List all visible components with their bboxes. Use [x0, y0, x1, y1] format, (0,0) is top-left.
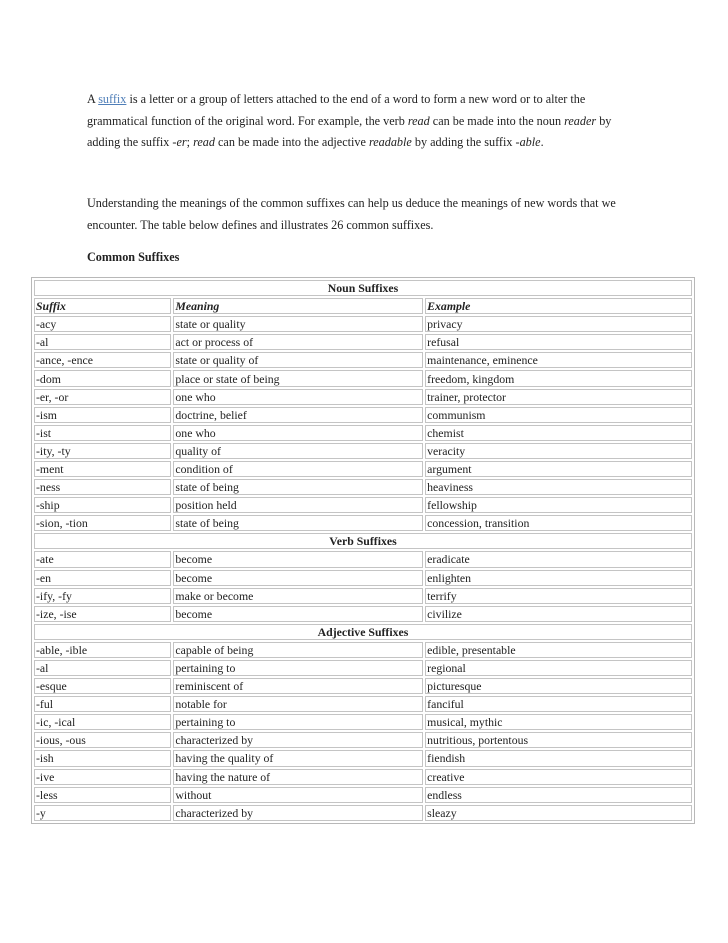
suffix-cell: -y: [34, 805, 171, 821]
suffix-cell: -less: [34, 787, 171, 803]
meaning-cell: pertaining to: [173, 660, 423, 676]
table-row: [34, 769, 692, 785]
intro-paragraph-1: [87, 89, 647, 175]
example-cell: refusal: [425, 334, 692, 350]
table-row: [34, 443, 692, 459]
example-cell: musical, mythic: [425, 714, 692, 730]
section-title: Noun Suffixes: [34, 280, 692, 296]
example-cell: maintenance, eminence: [425, 352, 692, 368]
meaning-cell: capable of being: [173, 642, 423, 658]
suffix-cell: -esque: [34, 678, 171, 694]
meaning-cell: state or quality: [173, 316, 423, 332]
table-row: [34, 370, 692, 386]
suffix-cell: -al: [34, 334, 171, 350]
meaning-cell: having the nature of: [173, 769, 423, 785]
section-title: Adjective Suffixes: [34, 624, 692, 640]
example-cell: heaviness: [425, 479, 692, 495]
suffix-cell: -ment: [34, 461, 171, 477]
suffix-table-body: [34, 280, 692, 821]
section-row: [34, 280, 692, 296]
suffix-cell: -acy: [34, 316, 171, 332]
table-heading: Common Suffixes: [87, 250, 180, 264]
meaning-cell: state of being: [173, 479, 423, 495]
example-cell: freedom, kingdom: [425, 370, 692, 386]
intro-paragraph-2: Understanding the meanings of the common suffixes can help us deduce the meanings of new words that we encounter. The table below defines and illustrates 26 common suffixes.: [87, 196, 616, 232]
table-row: [34, 732, 692, 748]
column-header-example: Example: [425, 298, 692, 314]
suffix-cell: -er, -or: [34, 389, 171, 405]
example-cell: edible, presentable: [425, 642, 692, 658]
suffix-cell: -ity, -ty: [34, 443, 171, 459]
meaning-cell: condition of: [173, 461, 423, 477]
example-cell: privacy: [425, 316, 692, 332]
table-row: [34, 660, 692, 676]
example-cell: sleazy: [425, 805, 692, 821]
meaning-cell: doctrine, belief: [173, 407, 423, 423]
meaning-cell: quality of: [173, 443, 423, 459]
meaning-cell: notable for: [173, 696, 423, 712]
meaning-cell: act or process of: [173, 334, 423, 350]
suffix-cell: -al: [34, 660, 171, 676]
intro-italic-reader: reader: [564, 113, 597, 128]
column-header-meaning: Meaning: [173, 298, 423, 314]
intro-italic-readable: readable: [368, 135, 412, 149]
intro-text-h: .: [540, 135, 544, 149]
suffix-cell: -ish: [34, 750, 171, 766]
table-row: [34, 606, 692, 622]
meaning-cell: characterized by: [173, 732, 423, 748]
suffix-cell: -ism: [34, 407, 171, 423]
example-cell: creative: [425, 769, 692, 785]
example-cell: fiendish: [425, 750, 692, 766]
table-row: [34, 316, 692, 332]
suffix-cell: -ify, -fy: [34, 588, 171, 604]
meaning-cell: one who: [173, 425, 423, 441]
section-title: Verb Suffixes: [34, 533, 692, 549]
table-row: [34, 696, 692, 712]
suffix-cell: -ious, -ous: [34, 732, 171, 748]
table-row: [34, 750, 692, 766]
suffix-cell: -ic, -ical: [34, 714, 171, 730]
suffix-cell: -ist: [34, 425, 171, 441]
suffix-cell: -ness: [34, 479, 171, 495]
example-cell: fellowship: [425, 497, 692, 513]
meaning-cell: reminiscent of: [173, 678, 423, 694]
intro-text-b: is a letter or a group of letters attached to the end of a word to form a new word or to alter the grammatical function of the original word. For example, the verb: [87, 92, 586, 128]
table-row: [34, 497, 692, 513]
section-row: [34, 624, 692, 640]
suffix-cell: -en: [34, 570, 171, 586]
example-cell: picturesque: [425, 678, 692, 694]
intro-text-g: by adding the suffix -: [411, 135, 520, 149]
example-cell: nutritious, portentous: [425, 732, 692, 748]
intro-text-d: by adding the suffix: [87, 113, 612, 149]
table-row: [34, 714, 692, 730]
table-row: [34, 334, 692, 350]
example-cell: concession, transition: [425, 515, 692, 531]
table-row: [34, 352, 692, 368]
meaning-cell: characterized by: [173, 805, 423, 821]
table-row: [34, 461, 692, 477]
meaning-cell: having the quality of: [173, 750, 423, 766]
table-row: [34, 515, 692, 531]
suffix-cell: -sion, -tion: [34, 515, 171, 531]
table-row: [34, 588, 692, 604]
table-row: [34, 551, 692, 567]
example-cell: enlighten: [425, 570, 692, 586]
suffix-cell: -ive: [34, 769, 171, 785]
suffix-link[interactable]: suffix: [98, 92, 127, 106]
intro-text: [87, 89, 647, 236]
suffix-cell: -able, -ible: [34, 642, 171, 658]
example-cell: fanciful: [425, 696, 692, 712]
intro-italic-able: able: [519, 135, 541, 149]
suffix-table: [31, 277, 695, 824]
table-row: [34, 425, 692, 441]
example-cell: endless: [425, 787, 692, 803]
section-row: [34, 533, 692, 549]
suffix-cell: -ize, -ise: [34, 606, 171, 622]
example-cell: regional: [425, 660, 692, 676]
example-cell: eradicate: [425, 551, 692, 567]
suffix-cell: -ance, -ence: [34, 352, 171, 368]
example-cell: veracity: [425, 443, 692, 459]
example-cell: argument: [425, 461, 692, 477]
table-row: [34, 407, 692, 423]
example-cell: civilize: [425, 606, 692, 622]
meaning-cell: become: [173, 570, 423, 586]
meaning-cell: position held: [173, 497, 423, 513]
table-row: [34, 787, 692, 803]
intro-italic-read-2: read: [193, 135, 215, 149]
example-cell: chemist: [425, 425, 692, 441]
meaning-cell: become: [173, 551, 423, 567]
intro-text-f: can be made into the adjective: [214, 135, 369, 149]
meaning-cell: state or quality of: [173, 352, 423, 368]
meaning-cell: place or state of being: [173, 370, 423, 386]
suffix-cell: -ship: [34, 497, 171, 513]
table-row: [34, 805, 692, 821]
example-cell: terrify: [425, 588, 692, 604]
column-header-suffix: Suffix: [34, 298, 171, 314]
meaning-cell: without: [173, 787, 423, 803]
meaning-cell: one who: [173, 389, 423, 405]
intro-text-a: A: [87, 92, 99, 106]
intro-italic-er: -er: [172, 135, 187, 149]
suffix-cell: -ate: [34, 551, 171, 567]
meaning-cell: pertaining to: [173, 714, 423, 730]
suffix-cell: -dom: [34, 370, 171, 386]
suffix-cell: -ful: [34, 696, 171, 712]
intro-text-e: ;: [186, 135, 194, 149]
table-row: [34, 570, 692, 586]
example-cell: communism: [425, 407, 692, 423]
intro-text-c: can be made into the noun: [429, 113, 565, 128]
meaning-cell: make or become: [173, 588, 423, 604]
table-row: [34, 479, 692, 495]
intro-italic-read: read: [407, 113, 430, 128]
column-header-row: [34, 298, 692, 314]
meaning-cell: state of being: [173, 515, 423, 531]
table-row: [34, 642, 692, 658]
table-row: [34, 389, 692, 405]
example-cell: trainer, protector: [425, 389, 692, 405]
meaning-cell: become: [173, 606, 423, 622]
table-row: [34, 678, 692, 694]
